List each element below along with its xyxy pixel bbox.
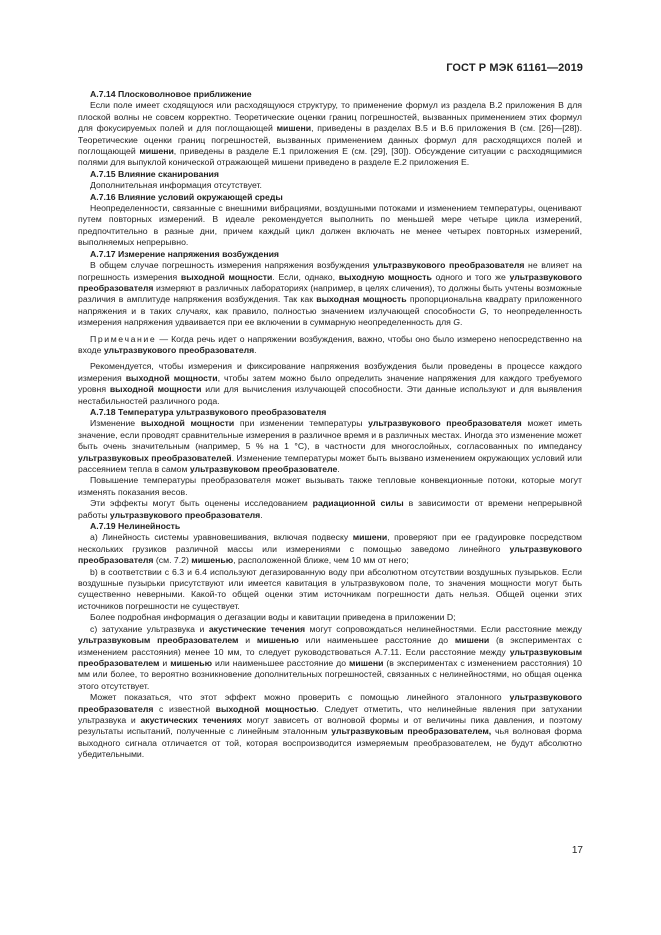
paragraph: В общем случае погрешность измерения напряжения возбуждения ультразвукового преобразователя не влияет на погрешность измерения выходной мощности. Если, однако, выходную мощность одного и того же ультразвукового преобразователя измеряют в различных лабораториях (например, в целях сличения), то должны быть учтены возможные различия в амплитуде напряжения возбуждения. Так как выходная мощность пропорциональна квадрату приложенного напряжения и в таких случаях, как правило, полностью значением излучающей способности G, то неопределенность измерения напряжения удваивается при ее включении в суммарную неопределенность для G. (78, 260, 582, 328)
paragraph: Рекомендуется, чтобы измерения и фиксирование напряжения возбуждения были проведены в процессе каждого измерения выходной мощности, чтобы затем можно было определить значение напряжения для каждого требуемого уровня выходной мощности или для вычисления излучающей способности. Эти данные используют и для выявления нестабильностей различного рода. (78, 361, 582, 406)
paragraph: с) затухание ультразвука и акустические течения могут сопровождаться нелинейностями. Если расстояние между ультразвуковым преобразователем и мишенью или наименьшее расстояние до мишени (в экспериментах с изменением расстояния) менее 10 мм, то следует руководствоваться А.7.11. Если расстояние между ультразвуковым преобразователем и мишенью или наименьшее расстояние до мишени (в экспериментах с изменением расстояния) 10 мм или более, то вероятно возникновение дополнительных погрешностей, связанных с нелинейностями, но общая оценка этого отсутствует. (78, 623, 582, 691)
paragraph: Изменение выходной мощности при изменении температуры ультразвукового преобразователя может иметь значение, если проводят сравнительные измерения в различное время и в различных местах. Иногда это изменение может быть очень значительным (например, 5 % на 1 °С), в частности для многослойных, согласованных по импедансу ультразвуковых преобразователей. Изменение температуры может быть вызвано изменением окружающих условий или рассеянием тепла в самом ультразвуковом преобразователе. (78, 418, 582, 474)
page-number: 17 (571, 845, 583, 856)
section-heading: А.7.19 Нелинейность (90, 521, 181, 532)
paragraph: Эти эффекты могут быть оценены исследованием радиационной силы в зависимости от времени непрерывной работы ультразвукового преобразователя. (78, 498, 582, 520)
section-heading: А.7.17 Измерение напряжения возбуждения (90, 248, 279, 259)
paragraph: Дополнительная информация отсутствует. (90, 180, 262, 191)
paragraph: Если поле имеет сходящуюся или расходящуюся структуру, то применение формул из раздела В.2 приложения В для плоской волны не совсем корректно. Теоретические оценки границ погрешностей, вызванных применением этих формул для фокусируемых полей и для поглощающей мишени, приведены в разделах В.5 и В.6 приложения В (см. [26]—[28]). Теоретические оценки границ погрешностей, вызванных применением данных формул для расходящихся полей и поглощающей мишени, приведены в разделе Е.1 приложения Е (см. [29], [30]). Обсуждение ситуации с расходящимися полями для выпуклой конической отражающей мишени приведено в разделе Е.2 приложения Е. (78, 100, 583, 168)
paragraph: Неопределенности, связанные с внешними вибрациями, воздушными потоками и изменением температуры, оценивают путем повторных измерений. В идеале рекомендуется выполнить по меньшей мере четыре цикла измерений, предпочтительно в разные дни, причем каждый цикл должен включать не менее четырех повторных измерений, выполняемых непрерывно. (78, 203, 582, 248)
section-heading: А.7.15 Влияние сканирования (90, 168, 219, 179)
paragraph: Более подробная информация о дегазации воды и кавитации приведена в приложении D; (90, 612, 456, 623)
note-paragraph: Примечание — Когда речь идет о напряжении возбуждения, важно, чтобы оно было измерено непосредственно на входе ультразвукового преобразователя. (78, 333, 582, 355)
paragraph: b) в соответствии с 6.3 и 6.4 используют дегазированную воду при абсолютном отсутствии воздушных пузырьков. Если воздушные пузырьки присутствуют или имеется кавитация в ультразвуковом поле, то значения мощности могут быть существенно неверными. Какой-то общей оценки этим источникам погрешности дать нельзя. Общей оценки этих источников погрешности не существует. (78, 566, 582, 611)
section-heading: А.7.18 Температура ультразвукового преобразователя (90, 406, 327, 417)
document-body (78, 89, 582, 761)
paragraph: а) Линейность системы уравновешивания, включая подвеску мишени, проверяют при ее градуировке посредством нескольких грузиков различной массы или измерениями с помощью заведомо линейного ультразвукового преобразователя (см. 7.2) мишенью, расположенной ближе, чем 10 мм от него; (78, 532, 583, 566)
paragraph: Повышение температуры преобразователя может вызывать также тепловые конвекционные потоки, которые могут изменять показания весов. (78, 475, 582, 497)
section-heading: А.7.16 Влияние условий окружающей среды (90, 191, 283, 202)
paragraph: Может показаться, что этот эффект можно проверить с помощью линейного эталонного ультразвукового преобразователя с известной выходной мощностью. Следует отметить, что нелинейные явления при затухании ультразвука и акустических течениях могут зависеть от волновой формы и от величины пика давления, и поэтому результаты испытаний, полученные с линейным эталонным ультразвуковым преобразователем, чья волновая форма выходного сигнала отличается от той, которая воспроизводится измеряемым преобразователем, не будут абсолютно убедительными. (78, 692, 583, 760)
section-heading: А.7.14 Плосковолновое приближение (90, 89, 252, 99)
document-header: ГОСТ Р МЭК 61161—2019 (446, 62, 583, 74)
